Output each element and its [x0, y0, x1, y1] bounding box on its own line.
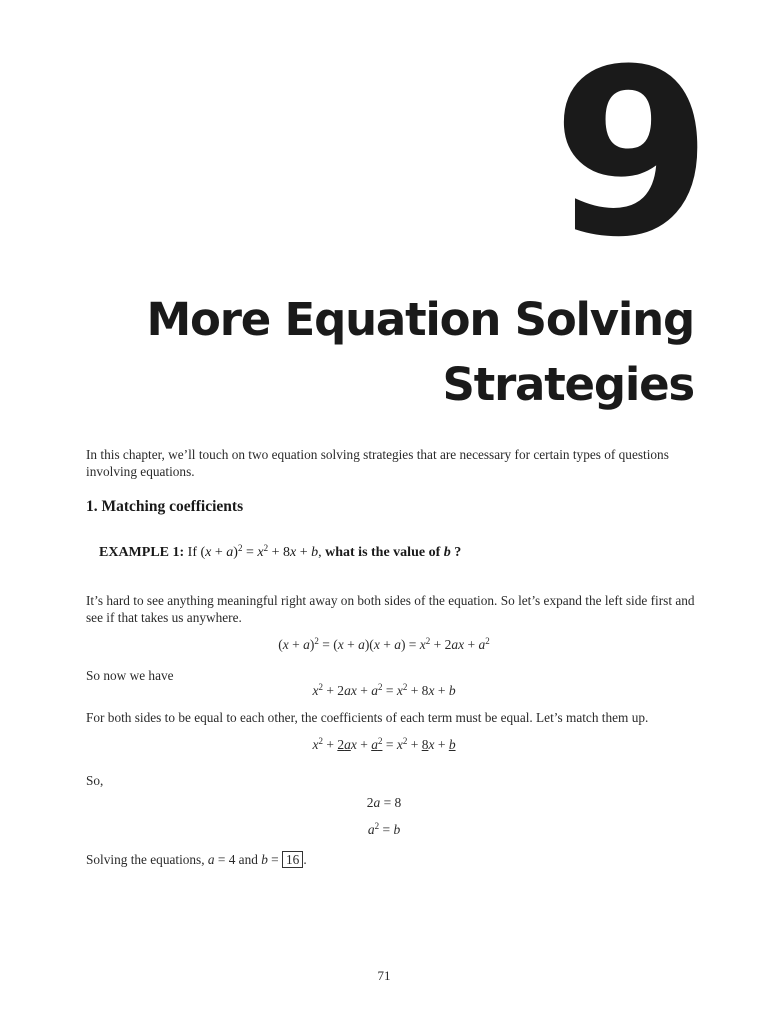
intro-paragraph: In this chapter, we’ll touch on two equation solving strategies that are necessary for certain types of questions involving equations.	[86, 447, 669, 479]
solution-paragraph-1: It’s hard to see anything meaningful right away on both sides of the equation. So let’s expand the left side first and see if that takes us anywhere.	[86, 593, 695, 625]
solution-paragraph-2: For both sides to be equal to each other, the coefficients of each term must be equal. Let’s match them up.	[86, 710, 649, 725]
equation-expansion: $(x + a)^2 = (x + a)(x + a) = x^2 + 2ax + a^2$	[278, 636, 490, 652]
example-question	[99, 545, 461, 561]
equation-a-squared: $a^2 = b$	[367, 821, 401, 837]
equation-2a: 2a = 8	[366, 795, 402, 810]
section-heading: 1. Matching coefficients	[86, 498, 244, 515]
so-text: So,	[86, 773, 104, 788]
example-question-text: If $(x + a)^2 = x^2 + 8x + b$, what is the value of b ?	[187, 543, 462, 560]
page-number: 71	[377, 968, 391, 983]
chapter-title-line-2: Strategies	[442, 358, 694, 411]
answer-box: 16	[282, 851, 303, 868]
equation-matched: $x^2 + 2ax + a^2 = x^2 + 8x + b$	[312, 736, 456, 752]
equation-set-equal: $x^2 + 2ax + a^2 = x^2 + 8x + b$	[312, 682, 456, 698]
example-label: EXAMPLE 1:	[99, 545, 185, 560]
conclusion: Solving the equations, a = 4 and b = 16 .	[86, 852, 307, 867]
chapter-number: 9	[551, 21, 709, 288]
chapter-title-line-1: More Equation Solving	[146, 293, 694, 346]
so-now-text: So now we have	[86, 668, 174, 683]
